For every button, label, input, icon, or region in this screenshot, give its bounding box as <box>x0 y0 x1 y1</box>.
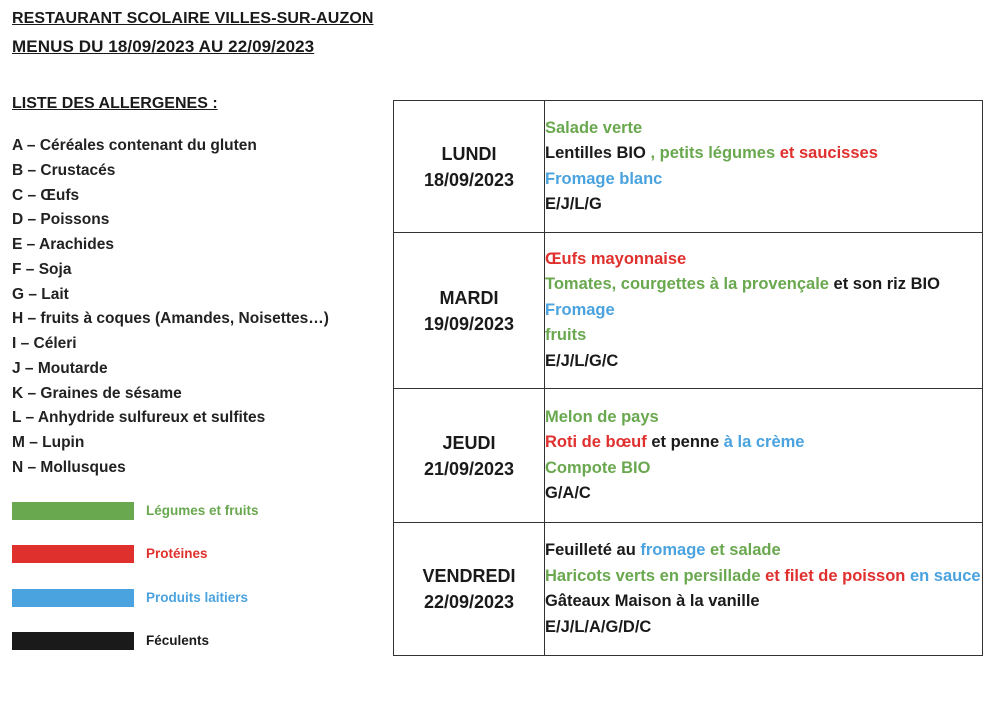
menu-day-cell <box>394 389 545 523</box>
legend-swatch <box>12 589 134 607</box>
menu-dish-line <box>545 167 982 193</box>
dish-segment: et son riz BIO <box>828 275 940 294</box>
dish-segment: Feuilleté au <box>545 541 641 559</box>
dish-segment: Fromage <box>545 300 615 319</box>
menu-row <box>394 389 983 523</box>
day-name: JEUDI <box>442 432 496 453</box>
menu-items-cell <box>545 101 983 233</box>
allergen-item: K – Graines de sésame <box>12 384 182 402</box>
menu-dish-line <box>545 323 982 349</box>
legend-swatch <box>12 502 134 520</box>
menu-dish-line <box>545 141 982 167</box>
allergen-item: A – Céréales contenant du gluten <box>12 137 257 154</box>
legend-label: Protéines <box>146 546 208 561</box>
menu-items-cell <box>545 523 983 656</box>
day-name: MARDI <box>439 287 499 308</box>
menu-day-cell <box>394 233 545 389</box>
allergen-codes: E/J/L/A/G/D/C <box>545 617 652 636</box>
dish-segment: et saucisses <box>779 144 878 162</box>
allergen-list <box>12 134 329 481</box>
allergen-item: J – Moutarde <box>12 359 108 377</box>
dish-segment: à la crème <box>723 433 805 451</box>
menu-dish-line <box>545 116 982 142</box>
allergen-item: C – Œufs <box>12 186 80 204</box>
legend-label: Légumes et fruits <box>146 503 259 518</box>
dish-segment: Gâteaux Maison à la vanille <box>545 592 760 610</box>
dish-segment: fruits <box>545 326 587 345</box>
dish-segment: Lentilles BIO <box>545 144 646 162</box>
dish-segment: Roti de bœuf <box>545 433 647 451</box>
menu-dish-line <box>545 272 982 298</box>
allergen-item: F – Soja <box>12 260 72 278</box>
day-date: 19/09/2023 <box>423 313 515 334</box>
allergen-codes: E/J/L/G/C <box>545 351 619 370</box>
menu-dish-line <box>545 589 982 615</box>
dish-segment: , petits légumes <box>645 144 780 162</box>
menu-row <box>394 523 983 656</box>
allergen-item: L – Anhydride sulfureux et sulfites <box>12 409 266 427</box>
legend-swatch <box>12 632 134 650</box>
legend-label: Féculents <box>146 633 210 648</box>
dish-segment: Tomates, courgettes à la provençale <box>545 275 829 294</box>
allergen-item: G – Lait <box>12 285 69 303</box>
menu-dish-line <box>545 405 982 431</box>
menu-dish-line <box>545 456 982 482</box>
dish-segment: et penne <box>646 433 724 451</box>
menu-row <box>394 233 983 389</box>
allergen-item: E – Arachides <box>12 236 114 253</box>
allergen-codes: E/J/L/G <box>545 195 602 213</box>
dish-segment: Compote BIO <box>545 458 651 477</box>
menu-dish-line <box>545 247 982 273</box>
day-date: 22/09/2023 <box>423 592 515 612</box>
menu-day-cell <box>394 523 545 656</box>
day-date: 21/09/2023 <box>423 458 515 479</box>
menu-items-cell <box>545 233 983 389</box>
dish-segment: en sauce <box>905 566 981 585</box>
menu-dish-line <box>545 298 982 324</box>
allergen-item: I – Céleri <box>12 335 77 352</box>
allergen-item: B – Crustacés <box>12 161 116 179</box>
day-name: VENDREDI <box>422 566 516 586</box>
restaurant-title: RESTAURANT SCOLAIRE VILLES-SUR-AUZON <box>12 10 374 27</box>
menu-items-cell <box>545 389 983 523</box>
menu-day-cell <box>394 101 545 233</box>
allergen-item: M – Lupin <box>12 434 85 451</box>
allergen-list-heading: LISTE DES ALLERGENES : <box>12 95 218 112</box>
dish-segment: Salade verte <box>545 118 643 137</box>
menu-dish-line <box>545 538 982 564</box>
allergen-codes: G/A/C <box>545 484 591 502</box>
legend-swatch <box>12 545 134 563</box>
allergen-item: N – Mollusques <box>12 458 126 476</box>
day-date: 18/09/2023 <box>423 169 515 190</box>
legend-label: Produits laitiers <box>146 590 249 605</box>
menu-dish-line <box>545 564 982 590</box>
menu-dish-line <box>545 430 982 456</box>
dish-segment: et salade <box>705 541 781 559</box>
dish-segment: Melon de pays <box>545 407 659 426</box>
weekly-menu-table <box>393 100 983 656</box>
dish-segment: Haricots verts en persillade <box>545 566 761 585</box>
dish-segment: fromage <box>640 541 706 559</box>
menu-date-range: MENUS DU 18/09/2023 AU 22/09/2023 <box>12 37 315 56</box>
dish-segment: Œufs mayonnaise <box>545 249 687 268</box>
allergen-item: H – fruits à coques (Amandes, Noisettes…) <box>12 310 329 328</box>
dish-segment: Fromage blanc <box>545 169 663 188</box>
allergen-item: D – Poissons <box>12 211 110 229</box>
day-name: LUNDI <box>441 143 497 164</box>
menu-row <box>394 101 983 233</box>
dish-segment: et filet de poisson <box>760 566 906 585</box>
